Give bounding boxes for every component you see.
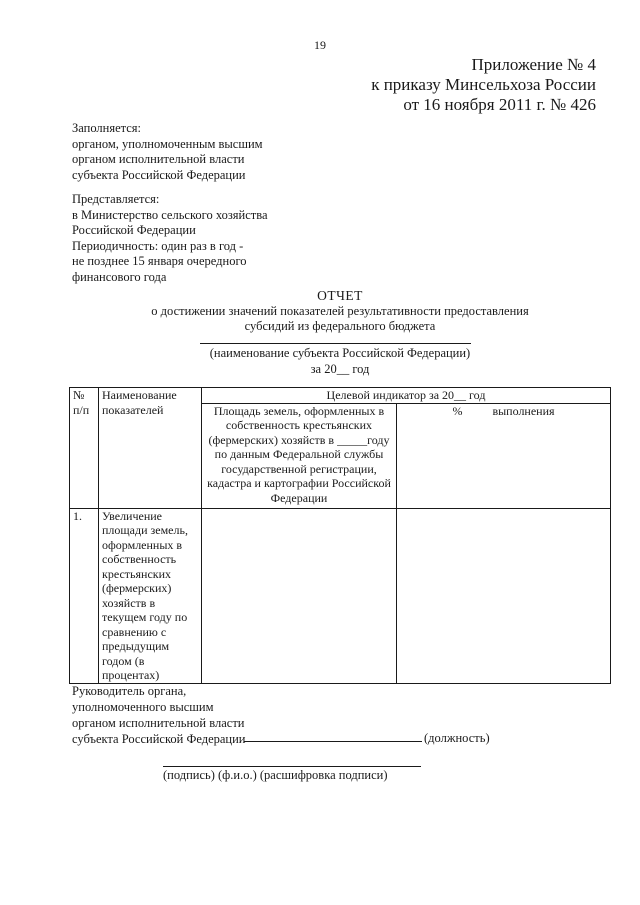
- signature-line: Руководитель органа,: [72, 684, 187, 698]
- indicator-table: [69, 387, 611, 684]
- appendix-line-3: от 16 ноября 2011 г. № 426: [403, 95, 596, 114]
- appendix-line-1: Приложение № 4: [471, 55, 596, 74]
- filled-by-block: [72, 121, 263, 183]
- filled-by-heading: Заполняется:: [72, 121, 142, 135]
- report-subtitle-1: о достижении значений показателей результативности предоставления: [151, 304, 529, 318]
- position-line: [244, 741, 422, 742]
- signature-line: органом исполнительной власти: [72, 716, 245, 730]
- position-caption: (должность): [424, 731, 490, 745]
- row-percent-value[interactable]: [397, 508, 611, 683]
- page-number: 19: [314, 38, 326, 52]
- submitted-line: Российской Федерации: [72, 223, 196, 237]
- filled-by-line: органом исполнительной власти: [72, 152, 245, 166]
- report-title: ОТЧЕТ: [317, 288, 363, 303]
- col-name-header: Наименование показателей: [99, 388, 202, 509]
- percent-label: выполнения: [492, 403, 555, 418]
- percent-symbol: %: [452, 403, 463, 418]
- filled-by-line: субъекта Российской Федерации: [72, 167, 246, 182]
- target-indicator-header: Целевой индикатор за 20__ год: [202, 388, 611, 404]
- filled-by-line: органом, уполномоченным высшим: [72, 136, 263, 151]
- area-header: Площадь земель, оформленных в собственность крестьянских (фермерских) хозяйств в _____году по данным Федеральной службы государственной регистрации, кадастра и картографии Российской Федерации: [202, 403, 397, 508]
- signature-line: уполномоченного высшим: [72, 700, 214, 714]
- submitted-heading: Представляется:: [72, 192, 160, 206]
- table-header-row: [70, 388, 611, 404]
- submitted-line: Периодичность: один раз в год -: [72, 238, 244, 253]
- subject-name-line: [200, 343, 471, 344]
- subject-caption: (наименование субъекта Российской Федерации): [209, 346, 471, 360]
- signature-underline: [163, 766, 421, 767]
- submitted-line: в Министерство сельского хозяйства: [72, 207, 268, 222]
- percent-header: [397, 403, 611, 508]
- col-num-header: № п/п: [70, 388, 99, 509]
- signature-block: [72, 683, 246, 747]
- appendix-line-2: к приказу Минсельхоза России: [371, 75, 596, 94]
- row-number: 1.: [70, 508, 99, 683]
- table-row: [70, 508, 611, 683]
- submitted-line: не позднее 15 января очередного: [72, 254, 247, 268]
- signature-caption: (подпись) (ф.и.о.) (расшифровка подписи): [163, 768, 388, 782]
- row-area-value[interactable]: [202, 508, 397, 683]
- signature-line: субъекта Российской Федерации: [72, 732, 246, 746]
- report-subtitle-2: субсидий из федерального бюджета: [244, 319, 436, 333]
- submitted-block: [72, 192, 268, 285]
- row-indicator-name: Увеличение площади земель, оформленных в собственность крестьянских (фермерских) хозяйств в текущем году по сравнению с предыдущим годом (в процентах): [99, 508, 202, 683]
- submitted-line: финансового года: [72, 269, 167, 284]
- report-year-line: за 20__ год: [310, 362, 370, 376]
- appendix-header: [371, 55, 596, 115]
